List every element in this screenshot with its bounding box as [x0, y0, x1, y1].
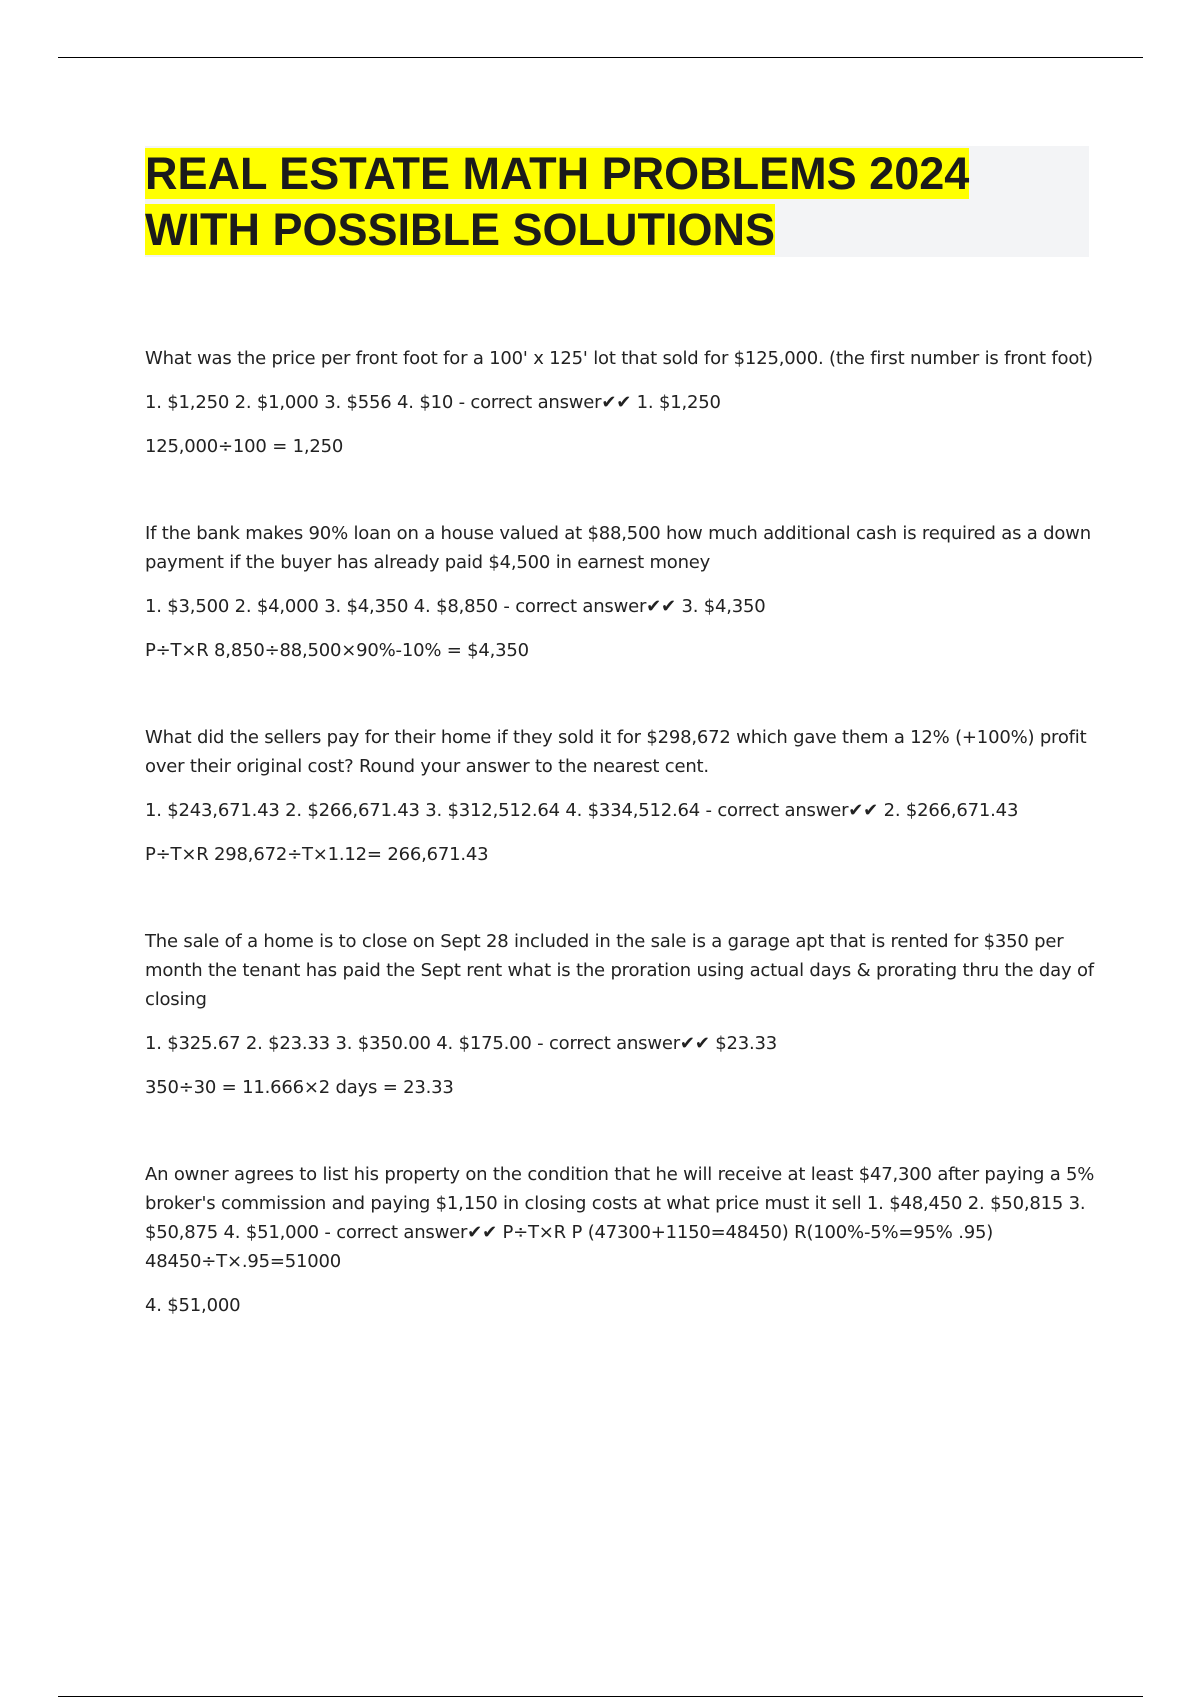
document-title	[145, 146, 1089, 258]
question-text: What was the price per front foot for a 100' x 125' lot that sold for $125,000. (the first number is front foot)	[145, 348, 1093, 369]
answer-options: 1. $243,671.43 2. $266,671.43 3. $312,512.64 4. $334,512.64 - correct answer✔✔ 2. $266,671.43	[145, 800, 1019, 821]
answer-options: 1. $3,500 2. $4,000 3. $4,350 4. $8,850 - correct answer✔✔ 3. $4,350	[145, 596, 766, 617]
question-text: The sale of a home is to close on Sept 28 included in the sale is a garage apt that is rented for $350 per month the tenant has paid the Sept rent what is the proration using actual days & prorating thru the day of closing	[145, 931, 1094, 1010]
solution-calculation: 350÷30 = 11.666×2 days = 23.33	[145, 1077, 454, 1098]
question-block-5	[145, 1160, 1095, 1320]
title-line-1: REAL ESTATE MATH PROBLEMS 2024	[145, 148, 970, 199]
top-rule	[58, 57, 1143, 58]
answer-options: 1. $1,250 2. $1,000 3. $556 4. $10 - correct answer✔✔ 1. $1,250	[145, 392, 721, 413]
solution-calculation: P÷T×R 298,672÷T×1.12= 266,671.43	[145, 844, 489, 865]
question-block-2	[145, 519, 1095, 665]
answer-options: 1. $325.67 2. $23.33 3. $350.00 4. $175.00 - correct answer✔✔ $23.33	[145, 1033, 778, 1054]
bottom-rule	[58, 1696, 1143, 1697]
title-line-2: WITH POSSIBLE SOLUTIONS	[145, 204, 776, 255]
question-block-3	[145, 723, 1095, 869]
question-text: If the bank makes 90% loan on a house valued at $88,500 how much additional cash is required as a down payment if the buyer has already paid $4,500 in earnest money	[145, 523, 1091, 573]
document-body	[145, 344, 1095, 1320]
question-block-1	[145, 344, 1095, 461]
solution-calculation: P÷T×R 8,850÷88,500×90%-10% = $4,350	[145, 640, 529, 661]
question-text: What did the sellers pay for their home if they sold it for $298,672 which gave them a 12% (+100%) profit over their original cost? Round your answer to the nearest cent.	[145, 727, 1087, 777]
question-block-4	[145, 927, 1095, 1102]
question-text: An owner agrees to list his property on the condition that he will receive at least $47,300 after paying a 5% broker's commission and paying $1,150 in closing costs at what price must it sell 1. $48,450 2. $50,815 3. $50,875 4. $51,000 - correct answer✔✔ P÷T×R P (47300+1150=48450) R(100%-5%=95% .95) 48450÷T×.95=51000	[145, 1164, 1095, 1272]
final-answer: 4. $51,000	[145, 1295, 241, 1316]
solution-calculation: 125,000÷100 = 1,250	[145, 436, 344, 457]
